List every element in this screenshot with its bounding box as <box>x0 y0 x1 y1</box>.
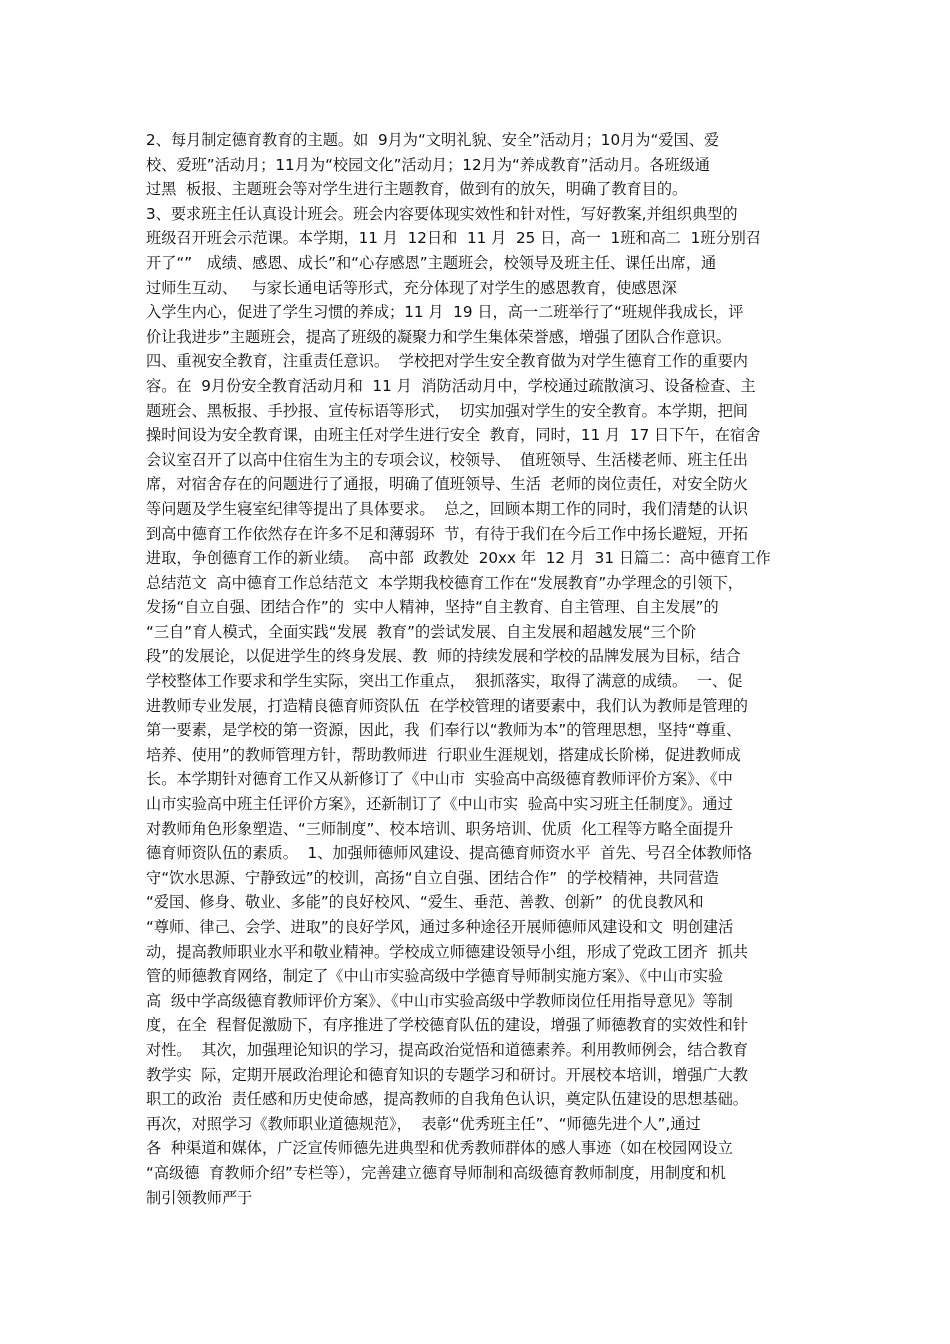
text-line: 动，提高教师职业水平和敬业精神。学校成立师德建设领导小组，形成了党政工团齐 抓共 <box>146 942 748 961</box>
text-line: 开了“” 成绩、感恩、成长”和“心存感恩”主题班会，校领导及班主任、课任出席，通 <box>146 253 717 272</box>
text-line: 职工的政治 责任感和历史使命感，提高教师的自我角色认识，奠定队伍建设的思想基础。 <box>146 1090 748 1109</box>
text-line: 山市实验高中班主任评价方案》，还新制订了《中山市实 验高中实习班主任制度》。通过 <box>146 795 733 814</box>
text-line: 校、爱班”活动月；11月为“校园文化”活动月；12月为“养成教育”活动月。各班级通 <box>146 155 710 174</box>
text-line: “尊师、律己、会学、进取”的良好学风，通过多种途径开展师德师风建设和文 明创建活 <box>146 918 734 936</box>
text-line: 教学实 际，定期开展政治理论和德育知识的专题学习和研讨。开展校本培训，增强广大教 <box>146 1065 748 1084</box>
text-line: 守“饮水思源、宁静致远”的校训，高扬“自立自强、团结合作” 的学校精神，共同营造 <box>146 868 719 887</box>
text-line: 高 级中学高级德育教师评价方案》、《中山市实验高级中学教师岗位任用指导意见》等制 <box>146 991 733 1010</box>
text-line: 对教师角色形象塑造、“三师制度”、校本培训、职务培训、优质 化工程等方略全面提升 <box>146 819 734 838</box>
text-line: 学校整体工作要求和学生实际，突出工作重点， 狠抓落实，取得了满意的成绩。 一、促 <box>146 672 743 691</box>
text-line: 操时间设为安全教育课，由班主任对学生进行安全 教育，同时，11 月 17 日下午，在宿舍 <box>146 426 761 445</box>
text-line: 四、重视安全教育，注重责任意识。 学校把对学生安全教育做为对学生德育工作的重要内 <box>146 352 748 371</box>
text-line: 长。本学期针对德育工作又从新修订了《中山市 实验高中高级德育教师评价方案》、《中 <box>146 770 733 789</box>
text-line: 再次，对照学习《教师职业道德规范》， 表彰“优秀班主任”、“师德先进个人”,通过 <box>146 1114 701 1133</box>
text-line: 发扬“自立自强、团结合作”的 实中人精神，坚持“自主教育、自主管理、自主发展”的 <box>146 598 719 617</box>
text-line: 制引领教师严于 <box>146 1188 253 1207</box>
text-line: 进取，争创德育工作的新业绩。 高中部 政教处 20xx 年 12 月 31 日篇二：高中德育工作 <box>146 549 771 568</box>
text-line: “爱国、修身、敬业、多能”的良好校风、“爱生、垂范、善教、创新” 的优良教风和 <box>146 893 704 912</box>
text-line: 容。在 9月份安全教育活动月和 11 月 消防活动月中，学校通过疏散演习、设备检查、主 <box>146 376 756 395</box>
text-line: 对性。 其次，加强理论知识的学习，提高政治觉悟和道德素养。利用教师例会，结合教育 <box>146 1040 748 1059</box>
text-line: 到高中德育工作依然存在许多不足和薄弱环 节，有待于我们在今后工作中扬长避短，开拓 <box>146 524 748 543</box>
text-line: 价让我进步”主题班会，提高了班级的凝聚力和学生集体荣誉感，增强了团队合作意识。 <box>146 327 731 346</box>
text-line: 进教师专业发展，打造精良德育师资队伍 在学校管理的诸要素中，我们认为教师是管理的 <box>146 696 748 715</box>
text-line: 题班会、黑板报、手抄报、宣传标语等形式， 切实加强对学生的安全教育。本学期，把间 <box>146 401 748 420</box>
text-line: “高级德 育教师介绍”专栏等），完善建立德育导师制和高级德育教师制度，用制度和机 <box>146 1163 726 1182</box>
text-line: 总结范文 高中德育工作总结范文 本学期我校德育工作在“发展教育”办学理念的引领下， <box>146 573 743 592</box>
text-line: 度，在全 程督促激励下，有序推进了学校德育队伍的建设，增强了师德教育的实效性和针 <box>146 1016 748 1035</box>
text-line: 等问题及学生寝室纪律等提出了具体要求。 总之，回顾本期工作的同时，我们清楚的认识 <box>146 499 748 518</box>
text-line: 过师生互动、 与家长通电话等形式，充分体现了对学生的感恩教育，使感恩深 <box>146 278 677 297</box>
text-line: 席，对宿舍存在的问题进行了通报，明确了值班领导、生活 老师的岗位责任，对安全防火 <box>146 475 748 494</box>
text-line: 各 种渠道和媒体，广泛宣传师德先进典型和优秀教师群体的感人事迹（如在校园网设立 <box>146 1139 733 1158</box>
text-line: 管的师德教育网络，制定了《中山市实验高级中学德育导师制实施方案》、《中山市实验 <box>146 967 724 986</box>
text-line: 德育师资队伍的素质。 1、加强师德师风建设、提高德育师资水平 首先、号召全体教师恪 <box>146 844 753 863</box>
text-line: 会议室召开了以高中住宿生为主的专项会议，校领导、 值班领导、生活楼老师、班主任出 <box>146 450 748 469</box>
document-body <box>146 128 818 1210</box>
text-line: “三自”育人模式，全面实践“发展 教育”的尝试发展、自主发展和超越发展“三个阶 <box>146 622 697 641</box>
text-line: 过黑 板报、主题班会等对学生进行主题教育，做到有的放矢，明确了教育目的。 <box>146 180 688 199</box>
text-line: 培养、使用”的教师管理方针，帮助教师进 行职业生涯规划，搭建成长阶梯，促进教师成 <box>146 745 741 764</box>
text-line: 第一要素，是学校的第一资源，因此，我 们奉行以“教师为本”的管理思想，坚持“尊重、 <box>146 721 742 740</box>
text-line: 3、要求班主任认真设计班会。班会内容要体现实效性和针对性，写好教案,并组织典型的 <box>146 204 738 223</box>
text-line: 班级召开班会示范课。本学期，11 月 12日和 11 月 25 日，高一 1班和高二 1班分别召 <box>146 229 762 248</box>
text-line: 段”的发展论，以促进学生的终身发展、教 师的持续发展和学校的品牌发展为目标，结合 <box>146 647 741 666</box>
text-line: 入学生内心，促进了学生习惯的养成；11 月 19 日，高一二班举行了“班规伴我成长，评 <box>146 303 744 322</box>
text-line: 2、每月制定德育教育的主题。如 9月为“文明礼貌、安全”活动月；10月为“爱国、爱 <box>146 131 720 149</box>
